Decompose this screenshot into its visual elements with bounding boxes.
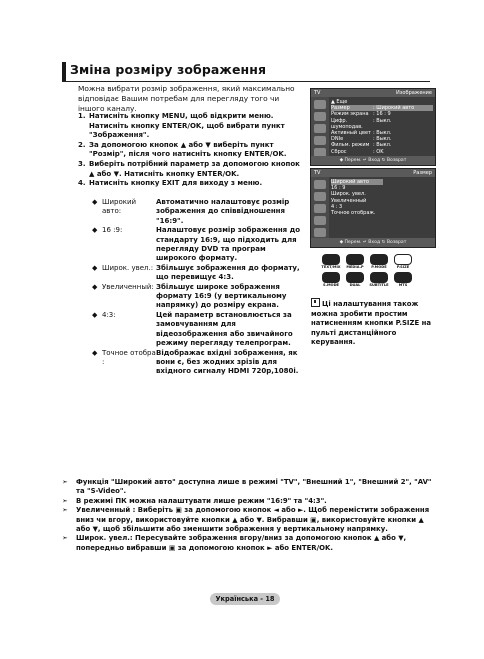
diamond-bullet-icon: ◆: [92, 348, 98, 357]
title-accent-bar: [62, 62, 66, 82]
tv-header: [311, 169, 435, 177]
tv-size-options: [331, 179, 383, 216]
tv-more-item: ▲ Еще: [331, 99, 348, 105]
note-icon: [311, 298, 320, 307]
step-number: 3.: [78, 159, 86, 168]
picture-icon: [314, 100, 326, 109]
page-title: Зміна розміру зображення: [70, 62, 267, 77]
step-text: Виберіть потрібний параметр за допомогою кнопок ▲ або ▼. Натисніть кнопку ENTER/OK.: [89, 159, 300, 178]
setup-icon: [314, 216, 326, 225]
remote-button: [346, 254, 364, 265]
remote-button: [370, 254, 388, 265]
note-item: [62, 506, 432, 534]
mode-desc: Відображає вхідні зображення, як вони є, без жодних зрізів для вхідного сигналу HDMI 720p,1080i.: [156, 348, 299, 376]
note-text: Широк. увел.: Пересувайте зображення вгору/вниз за допомогою кнопок ▲ або ▼, попередньо вибравши ▣ за допомогою кнопок ► або ENTER/OK.: [76, 534, 407, 552]
steps-list: [78, 112, 300, 189]
mode-item: [92, 226, 302, 264]
note-item: [62, 478, 432, 497]
remote-label: MEDIA.P: [346, 265, 364, 269]
picture-icon: [314, 180, 326, 189]
step-number: 2.: [78, 140, 86, 149]
diamond-bullet-icon: ◆: [92, 263, 98, 272]
arrow-note-icon: ➣: [62, 506, 68, 515]
tv-row-label: Цифр. шумоподав.: [331, 117, 363, 130]
tv-picture-menu-screen: [310, 88, 436, 166]
tv-menu-sidebar: [311, 177, 329, 238]
tv-row-label: Активный цвет: [331, 130, 371, 137]
remote-label: P.MODE: [371, 265, 387, 269]
tv-menu-sidebar: [311, 97, 329, 156]
tv-row-label: Фильм. режим: [331, 142, 370, 149]
mode-item: [92, 283, 302, 311]
step-number: 1.: [78, 112, 86, 120]
remote-control-illustration: [320, 252, 420, 296]
tv-menu-body: [331, 99, 433, 156]
note-text: Увеличенный : Виберіть ▣ за допомогою кнопок ◄ або ►. Щоб перемістити зображення вниз чи вгору, використовуйте кнопки ▲ або ▼. Вибравши ▣, використовуйте кнопки ▲ або ▼, щоб збільшити або зменшити зображення у вертикальному напрямку.: [76, 506, 430, 534]
step-item: [78, 179, 300, 189]
mode-desc: Збільшує зображення до формату, що перевищує 4:3.: [156, 263, 300, 282]
remote-tip: [311, 298, 435, 348]
step-text: Натисніть кнопку MENU, щоб відкрити меню. Натисніть кнопку ENTER/OK, щоб вибрати пункт "Зображення".: [89, 112, 285, 140]
tv-size-option: 16 : 9: [331, 185, 346, 192]
tv-row-value: : OK: [373, 148, 384, 155]
mode-item: [92, 311, 302, 349]
tv-footer-hints: ◆ Перем. ↵ Вход ↻ Возврат: [311, 238, 435, 247]
channel-icon: [314, 204, 326, 213]
tv-row-value: : Выкл.: [373, 117, 392, 124]
remote-button: [394, 254, 412, 265]
mode-name: 4:3:: [102, 310, 116, 319]
remote-label: MTS: [398, 283, 408, 287]
remote-button: [322, 272, 340, 283]
mode-desc: Цей параметр встановлюється за замовчуванням для відеозображення або звичайного режиму перегляду телепрограм.: [156, 310, 293, 348]
input-icon: [314, 228, 326, 237]
tv-row-value: : Широкий авто: [373, 105, 415, 112]
step-number: 4.: [78, 179, 86, 188]
arrow-note-icon: ➣: [62, 534, 68, 543]
step-text: За допомогою кнопок ▲ або ▼ виберіть пункт "Розмір", після чого натисніть кнопку ENTER/OK.: [89, 140, 287, 159]
step-item: [78, 112, 300, 141]
arrow-note-icon: ➣: [62, 496, 68, 505]
tv-source-label: TV: [314, 170, 321, 176]
tv-row-value: : Выкл.: [373, 136, 392, 143]
step-item: [78, 160, 300, 179]
intro-paragraph: Можна вибрати розмір зображення, який максимально відповідає Вашим потребам для перегляду того чи іншого каналу.: [78, 84, 295, 113]
remote-label: S.MODE: [322, 283, 340, 287]
tv-menu-row: [331, 118, 433, 130]
remote-label: P.SIZE: [396, 265, 410, 269]
mode-desc: Збільшує широке зображення формату 16:9 (у вертикальному напрямку) до розміру екрана.: [156, 282, 287, 310]
remote-label: DUAL: [349, 283, 361, 287]
note-item: [62, 497, 432, 506]
tv-footer-hints: ◆ Перем. ↵ Вход ↻ Возврат: [311, 156, 435, 165]
mode-name: Широк. увел.:: [102, 263, 154, 272]
tv-row-value: : 16 : 9: [373, 111, 391, 118]
notes-list: [62, 478, 432, 553]
tv-size-option: 4 : 3: [331, 203, 343, 210]
tip-text: Ці налаштування також можна зробити простим натисненням кнопки P.SIZE на пульті дистанційного керування.: [311, 300, 432, 346]
mode-desc: Налаштовує розмір зображення до стандарту 16:9, що підходить для перегляду DVD та програм широкого формату.: [156, 226, 301, 263]
diamond-bullet-icon: ◆: [92, 226, 98, 235]
step-text: Натисніть кнопку EXIT для виходу з меню.: [89, 179, 263, 188]
mode-item: [92, 264, 302, 283]
tv-size-menu-screen: [310, 168, 436, 248]
remote-label: SUBTITLE: [369, 283, 389, 287]
tv-source-label: TV: [314, 90, 321, 96]
step-item: [78, 141, 300, 160]
setup-icon: [314, 136, 326, 145]
remote-label: TEXT/MIX: [321, 265, 341, 269]
tv-row-label: Режим экрана: [331, 111, 369, 118]
remote-button: [394, 272, 412, 283]
size-modes-list: [92, 198, 302, 377]
title-rule: [62, 81, 430, 82]
tv-row-label: DNIe: [331, 136, 344, 143]
sound-icon: [314, 112, 326, 121]
tv-size-option: Точное отображ.: [331, 210, 376, 217]
tv-menu-title: Изображение: [396, 90, 432, 96]
remote-button: [370, 272, 388, 283]
tv-header: [311, 89, 435, 97]
sound-icon: [314, 192, 326, 201]
mode-desc: Автоматично налаштовує розмір зображення до співвідношення "16:9".: [156, 198, 290, 225]
mode-name: 16 :9:: [102, 226, 123, 235]
remote-button: [346, 272, 364, 283]
channel-icon: [314, 124, 326, 133]
diamond-bullet-icon: ◆: [92, 310, 98, 319]
remote-button: [322, 254, 340, 265]
note-text: Функція "Широкий авто" доступна лише в режимі "TV", "Внешний 1", "Внешний 2", "AV" та "S-Video".: [76, 478, 432, 496]
mode-name: Увеличенный:: [102, 282, 154, 291]
mode-name: Точное отобра :: [102, 348, 156, 366]
note-text: В режимі ПК можна налаштувати лише режим "16:9" та "4:3".: [76, 496, 327, 505]
tv-size-option: Увеличенный: [331, 197, 367, 204]
mode-name: Широкий авто:: [102, 198, 137, 216]
tv-size-option: Широк. увел.: [331, 191, 366, 198]
tv-size-option: Широкий авто: [331, 179, 383, 185]
arrow-note-icon: ➣: [62, 478, 68, 486]
mode-item: [92, 198, 302, 226]
mode-item: [92, 349, 302, 377]
tv-row-label: Сброс: [331, 148, 347, 155]
tv-row-value: : Выкл.: [373, 130, 392, 137]
diamond-bullet-icon: ◆: [92, 282, 98, 291]
tv-row-value: : Выкл.: [373, 142, 392, 149]
diamond-bullet-icon: ◆: [92, 198, 98, 206]
tv-menu-row: [331, 149, 433, 155]
tv-row-label: Размер: [331, 105, 350, 112]
note-item: [62, 534, 432, 553]
tv-menu-title: Размер: [413, 170, 432, 176]
page-footer: Українська - 18: [210, 593, 280, 605]
